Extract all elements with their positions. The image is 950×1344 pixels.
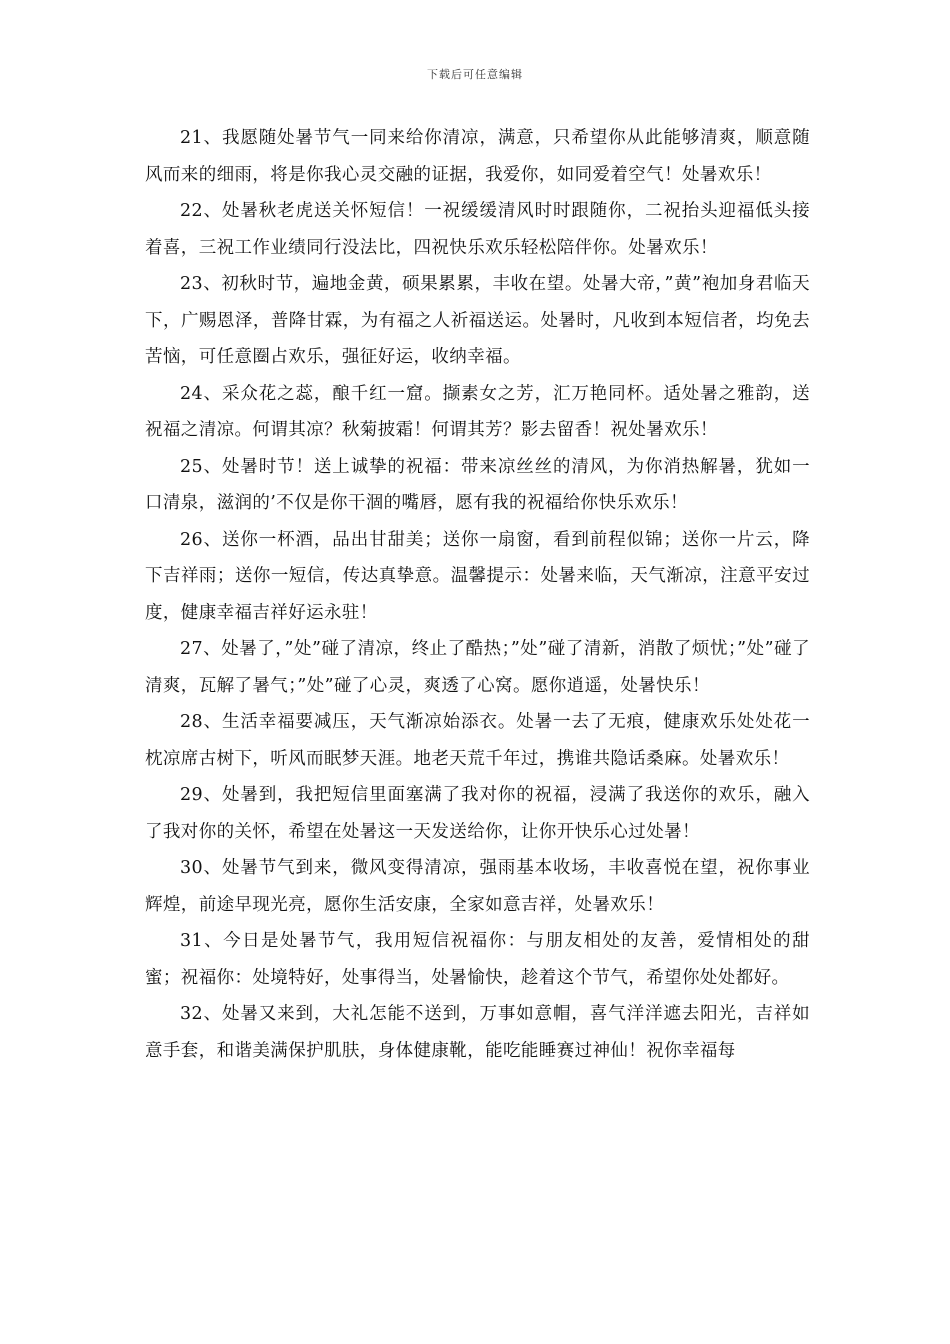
document-body — [145, 120, 810, 1069]
paragraph-26: 26、送你一杯酒，品出甘甜美；送你一扇窗，看到前程似锦；送你一片云，降下吉祥雨；送你一短信，传达真挚意。温馨提示：处暑来临，天气渐凉，注意平安过度，健康幸福吉祥好运永驻！ — [145, 529, 810, 623]
paragraph-27: 27、处暑了，”处”碰了清凉，终止了酷热；”处”碰了清新，消散了烦忧；”处”碰了清爽，瓦解了暑气；”处”碰了心灵，爽透了心窝。愿你逍遥，处暑快乐！ — [145, 639, 810, 696]
paragraph-29: 29、处暑到，我把短信里面塞满了我对你的祝福，浸满了我送你的欢乐，融入了我对你的关怀，希望在处暑这一天发送给你，让你开快乐心过处暑！ — [145, 785, 810, 842]
paragraph-25: 25、处暑时节！送上诚挚的祝福：带来凉丝丝的清风，为你消热解暑，犹如一口清泉，滋润的’不仅是你干涸的嘴唇，愿有我的祝福给你快乐欢乐！ — [145, 456, 810, 513]
paragraph-24: 24、采众花之蕊，酿千红一窟。撷素女之芳，汇万艳同杯。适处暑之雅韵，送祝福之清凉。何谓其凉？秋菊披霜！何谓其芳？影去留香！祝处暑欢乐！ — [145, 383, 810, 440]
paragraph-30: 30、处暑节气到来，微风变得清凉，强雨基本收场，丰收喜悦在望，祝你事业辉煌，前途早现光亮，愿你生活安康，全家如意吉祥，处暑欢乐！ — [145, 858, 810, 915]
paragraph-22: 22、处暑秋老虎送关怀短信！一祝缓缓清风时时跟随你，二祝抬头迎福低头接着喜，三祝工作业绩同行没法比，四祝快乐欢乐轻松陪伴你。处暑欢乐！ — [145, 201, 810, 258]
paragraph-28: 28、生活幸福要减压，天气渐凉始添衣。处暑一去了无痕，健康欢乐处处花一枕凉席古树下，听风而眠梦天涯。地老天荒千年过，携谁共隐话桑麻。处暑欢乐！ — [145, 712, 810, 769]
page-header: 下载后可任意编辑 — [427, 68, 523, 81]
paragraph-32: 32、处暑又来到，大礼怎能不送到，万事如意帽，喜气洋洋遮去阳光，吉祥如意手套，和谐美满保护肌肤，身体健康靴，能吃能睡赛过神仙！祝你幸福每 — [145, 1004, 810, 1061]
paragraph-31: 31、今日是处暑节气，我用短信祝福你：与朋友相处的友善，爱情相处的甜蜜；祝福你：处境特好，处事得当，处暑愉快，趁着这个节气，希望你处处都好。 — [145, 931, 810, 988]
paragraph-23: 23、初秋时节，遍地金黄，硕果累累，丰收在望。处暑大帝，”黄”袍加身君临天下，广赐恩泽，普降甘霖，为有福之人祈福送运。处暑时，凡收到本短信者，均免去苦恼，可任意圈占欢乐，强征好运，收纳幸福。 — [145, 274, 810, 367]
paragraph-21: 21、我愿随处暑节气一同来给你清凉，满意，只希望你从此能够清爽，顺意随风而来的细雨，将是你我心灵交融的证据，我爱你，如同爱着空气！处暑欢乐！ — [145, 128, 810, 185]
